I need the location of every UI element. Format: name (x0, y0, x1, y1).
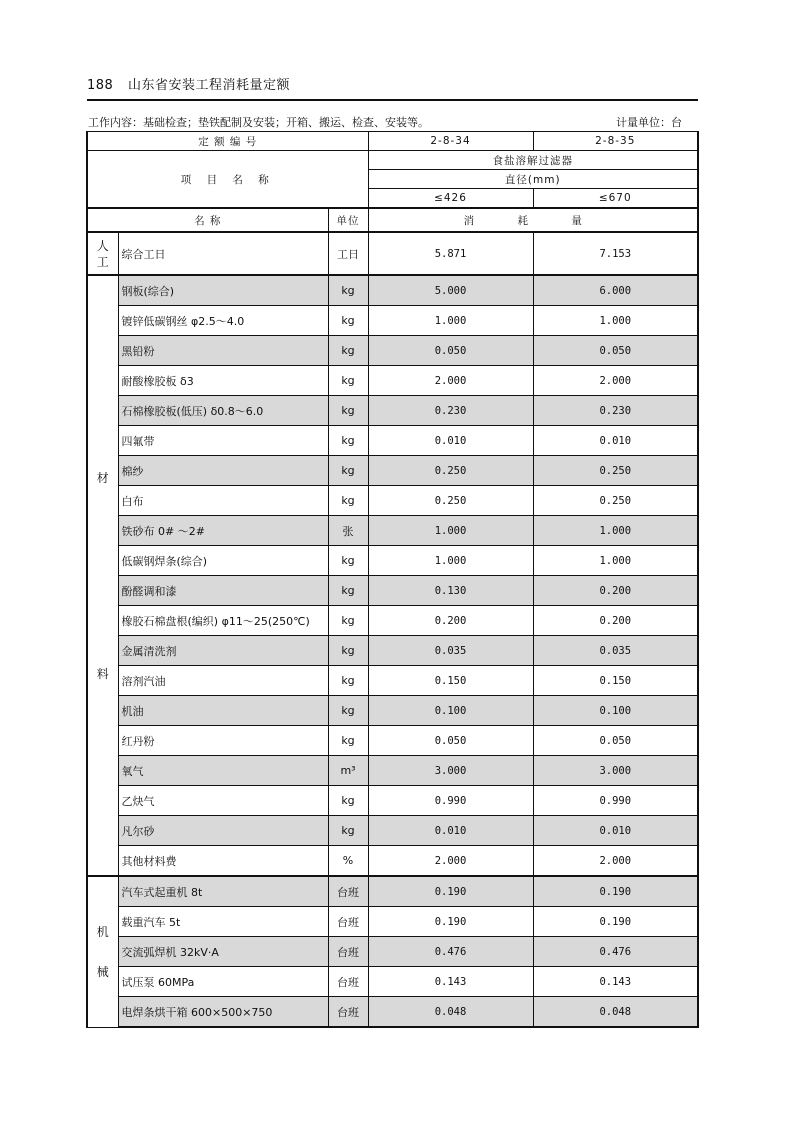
page-header (87, 74, 697, 93)
table-row (87, 696, 698, 726)
quota-number-label: 定 额 编 号 (87, 132, 368, 151)
unit-cell: kg (328, 396, 368, 426)
category-char: 械 (96, 964, 109, 979)
value-cell-1: 5.871 (368, 232, 533, 275)
table-row (87, 937, 698, 967)
table-row (87, 756, 698, 786)
diameter-1: ≤426 (368, 189, 533, 209)
item-name-cell: 机油 (118, 696, 328, 726)
item-name-cell: 溶剂汽油 (118, 666, 328, 696)
value-cell-1: 0.250 (368, 456, 533, 486)
value-cell-2: 1.000 (533, 306, 698, 336)
item-name-cell: 酚醛调和漆 (118, 576, 328, 606)
column-name-header: 名 称 (87, 208, 328, 232)
unit-cell: 台班 (328, 967, 368, 997)
value-cell-2: 0.250 (533, 456, 698, 486)
table-row (87, 456, 698, 486)
unit-cell: kg (328, 606, 368, 636)
value-cell-2: 0.200 (533, 606, 698, 636)
unit-cell: kg (328, 636, 368, 666)
value-cell-2: 0.990 (533, 786, 698, 816)
value-cell-2: 0.150 (533, 666, 698, 696)
value-cell-2: 0.100 (533, 696, 698, 726)
table-row (87, 876, 698, 907)
value-cell-2: 0.035 (533, 636, 698, 666)
item-name-cell: 其他材料费 (118, 846, 328, 877)
category-machines (87, 876, 118, 1027)
value-cell-1: 2.000 (368, 366, 533, 396)
item-name-cell: 低碳钢焊条(综合) (118, 546, 328, 576)
value-cell-2: 0.476 (533, 937, 698, 967)
item-name-cell: 凡尔砂 (118, 816, 328, 846)
value-cell-1: 2.000 (368, 846, 533, 877)
value-cell-2: 1.000 (533, 516, 698, 546)
item-name-cell: 四氟带 (118, 426, 328, 456)
table-row (87, 232, 698, 275)
item-name-cell: 乙炔气 (118, 786, 328, 816)
value-cell-1: 1.000 (368, 516, 533, 546)
value-cell-1: 1.000 (368, 546, 533, 576)
category-char: 材 (96, 470, 109, 485)
value-cell-1: 0.476 (368, 937, 533, 967)
value-cell-1: 0.050 (368, 726, 533, 756)
unit-cell: kg (328, 726, 368, 756)
item-name: 食盐溶解过滤器 (368, 151, 698, 170)
value-cell-2: 3.000 (533, 756, 698, 786)
unit-cell: kg (328, 426, 368, 456)
unit-cell: 台班 (328, 876, 368, 907)
value-cell-2: 0.190 (533, 907, 698, 937)
quota-code-1: 2-8-34 (368, 132, 533, 151)
table-row (87, 606, 698, 636)
unit-cell: kg (328, 816, 368, 846)
table-row (87, 666, 698, 696)
value-cell-1: 0.010 (368, 426, 533, 456)
item-name-label: 项 目 名 称 (87, 151, 368, 209)
table-row (87, 636, 698, 666)
value-cell-2: 0.143 (533, 967, 698, 997)
value-cell-2: 6.000 (533, 275, 698, 306)
value-cell-1: 1.000 (368, 306, 533, 336)
unit-cell: kg (328, 306, 368, 336)
work-line (88, 114, 682, 130)
value-cell-2: 1.000 (533, 546, 698, 576)
item-name-cell: 金属清洗剂 (118, 636, 328, 666)
table-row (87, 486, 698, 516)
unit-cell: % (328, 846, 368, 877)
value-cell-2: 0.230 (533, 396, 698, 426)
unit-cell: 台班 (328, 937, 368, 967)
unit-cell: kg (328, 486, 368, 516)
work-content: 工作内容：基础检查；垫铁配制及安装；开箱、搬运、检查、安装等。 (88, 116, 429, 129)
unit-cell: kg (328, 786, 368, 816)
item-name-cell: 交流弧焊机 32kV·A (118, 937, 328, 967)
value-cell-2: 0.250 (533, 486, 698, 516)
category-char: 料 (96, 666, 109, 681)
value-cell-1: 0.048 (368, 997, 533, 1028)
value-cell-2: 0.200 (533, 576, 698, 606)
value-cell-1: 0.990 (368, 786, 533, 816)
value-cell-1: 0.143 (368, 967, 533, 997)
item-name-cell: 橡胶石棉盘根(编织) φ11～25(250℃) (118, 606, 328, 636)
value-cell-2: 0.010 (533, 426, 698, 456)
category-char: 机 (96, 924, 109, 939)
category-char: 人 (96, 238, 109, 253)
item-name-cell: 棉纱 (118, 456, 328, 486)
value-cell-1: 0.010 (368, 816, 533, 846)
unit-cell: kg (328, 666, 368, 696)
value-cell-2: 0.010 (533, 816, 698, 846)
table-row (87, 396, 698, 426)
value-cell-1: 5.000 (368, 275, 533, 306)
category-char: 工 (96, 254, 109, 269)
item-name-cell: 氧气 (118, 756, 328, 786)
unit-cell: m³ (328, 756, 368, 786)
value-cell-1: 0.050 (368, 336, 533, 366)
value-cell-2: 7.153 (533, 232, 698, 275)
item-name-cell: 试压泵 60MPa (118, 967, 328, 997)
table-row (87, 516, 698, 546)
measure-unit: 计量单位：台 (616, 116, 682, 129)
table-row (87, 726, 698, 756)
unit-cell: kg (328, 275, 368, 306)
item-name-cell: 镀锌低碳钢丝 φ2.5～4.0 (118, 306, 328, 336)
unit-cell: kg (328, 696, 368, 726)
table-row (87, 426, 698, 456)
table-row (87, 816, 698, 846)
table-row (87, 576, 698, 606)
value-cell-2: 0.190 (533, 876, 698, 907)
item-name-cell: 石棉橡胶板(低压) δ0.8～6.0 (118, 396, 328, 426)
quota-table (86, 131, 699, 1028)
table-row (87, 907, 698, 937)
table-row (87, 336, 698, 366)
table-row (87, 846, 698, 877)
unit-cell: kg (328, 456, 368, 486)
table-row (87, 546, 698, 576)
unit-cell: kg (328, 546, 368, 576)
value-cell-1: 0.130 (368, 576, 533, 606)
value-cell-1: 0.200 (368, 606, 533, 636)
unit-cell: kg (328, 336, 368, 366)
value-cell-1: 0.190 (368, 876, 533, 907)
value-cell-1: 0.190 (368, 907, 533, 937)
item-name-cell: 电焊条烘干箱 600×500×750 (118, 997, 328, 1028)
table-row (87, 306, 698, 336)
unit-cell: 工日 (328, 232, 368, 275)
item-name-cell: 汽车式起重机 8t (118, 876, 328, 907)
item-name-cell: 红丹粉 (118, 726, 328, 756)
table-row (87, 997, 698, 1028)
book-title: 山东省安装工程消耗量定额 (127, 78, 290, 93)
value-cell-2: 2.000 (533, 366, 698, 396)
column-unit-header: 单位 (328, 208, 368, 232)
unit-cell: 台班 (328, 907, 368, 937)
item-name-cell: 综合工日 (118, 232, 328, 275)
diameter-2: ≤670 (533, 189, 698, 209)
item-name-cell: 载重汽车 5t (118, 907, 328, 937)
category-materials (87, 275, 118, 876)
item-name-cell: 黑铅粉 (118, 336, 328, 366)
item-name-cell: 耐酸橡胶板 δ3 (118, 366, 328, 396)
category-labor (87, 232, 118, 275)
diameter-label: 直径(mm) (368, 170, 698, 189)
value-cell-2: 0.050 (533, 726, 698, 756)
value-cell-1: 0.230 (368, 396, 533, 426)
item-name-cell: 白布 (118, 486, 328, 516)
item-name-cell: 铁砂布 0# ～2# (118, 516, 328, 546)
unit-cell: 台班 (328, 997, 368, 1028)
value-cell-1: 0.100 (368, 696, 533, 726)
value-cell-2: 2.000 (533, 846, 698, 877)
header-rule (87, 99, 698, 101)
quota-table-body (87, 132, 698, 1028)
unit-cell: 张 (328, 516, 368, 546)
value-cell-1: 0.250 (368, 486, 533, 516)
table-row (87, 366, 698, 396)
quota-code-2: 2-8-35 (533, 132, 698, 151)
table-row (87, 967, 698, 997)
value-cell-1: 0.150 (368, 666, 533, 696)
column-consume-header: 消 耗 量 (368, 208, 698, 232)
value-cell-1: 0.035 (368, 636, 533, 666)
value-cell-1: 3.000 (368, 756, 533, 786)
table-row (87, 786, 698, 816)
table-row (87, 275, 698, 306)
item-name-cell: 钢板(综合) (118, 275, 328, 306)
unit-cell: kg (328, 366, 368, 396)
unit-cell: kg (328, 576, 368, 606)
value-cell-2: 0.050 (533, 336, 698, 366)
page-number: 188 (87, 78, 114, 93)
value-cell-2: 0.048 (533, 997, 698, 1028)
